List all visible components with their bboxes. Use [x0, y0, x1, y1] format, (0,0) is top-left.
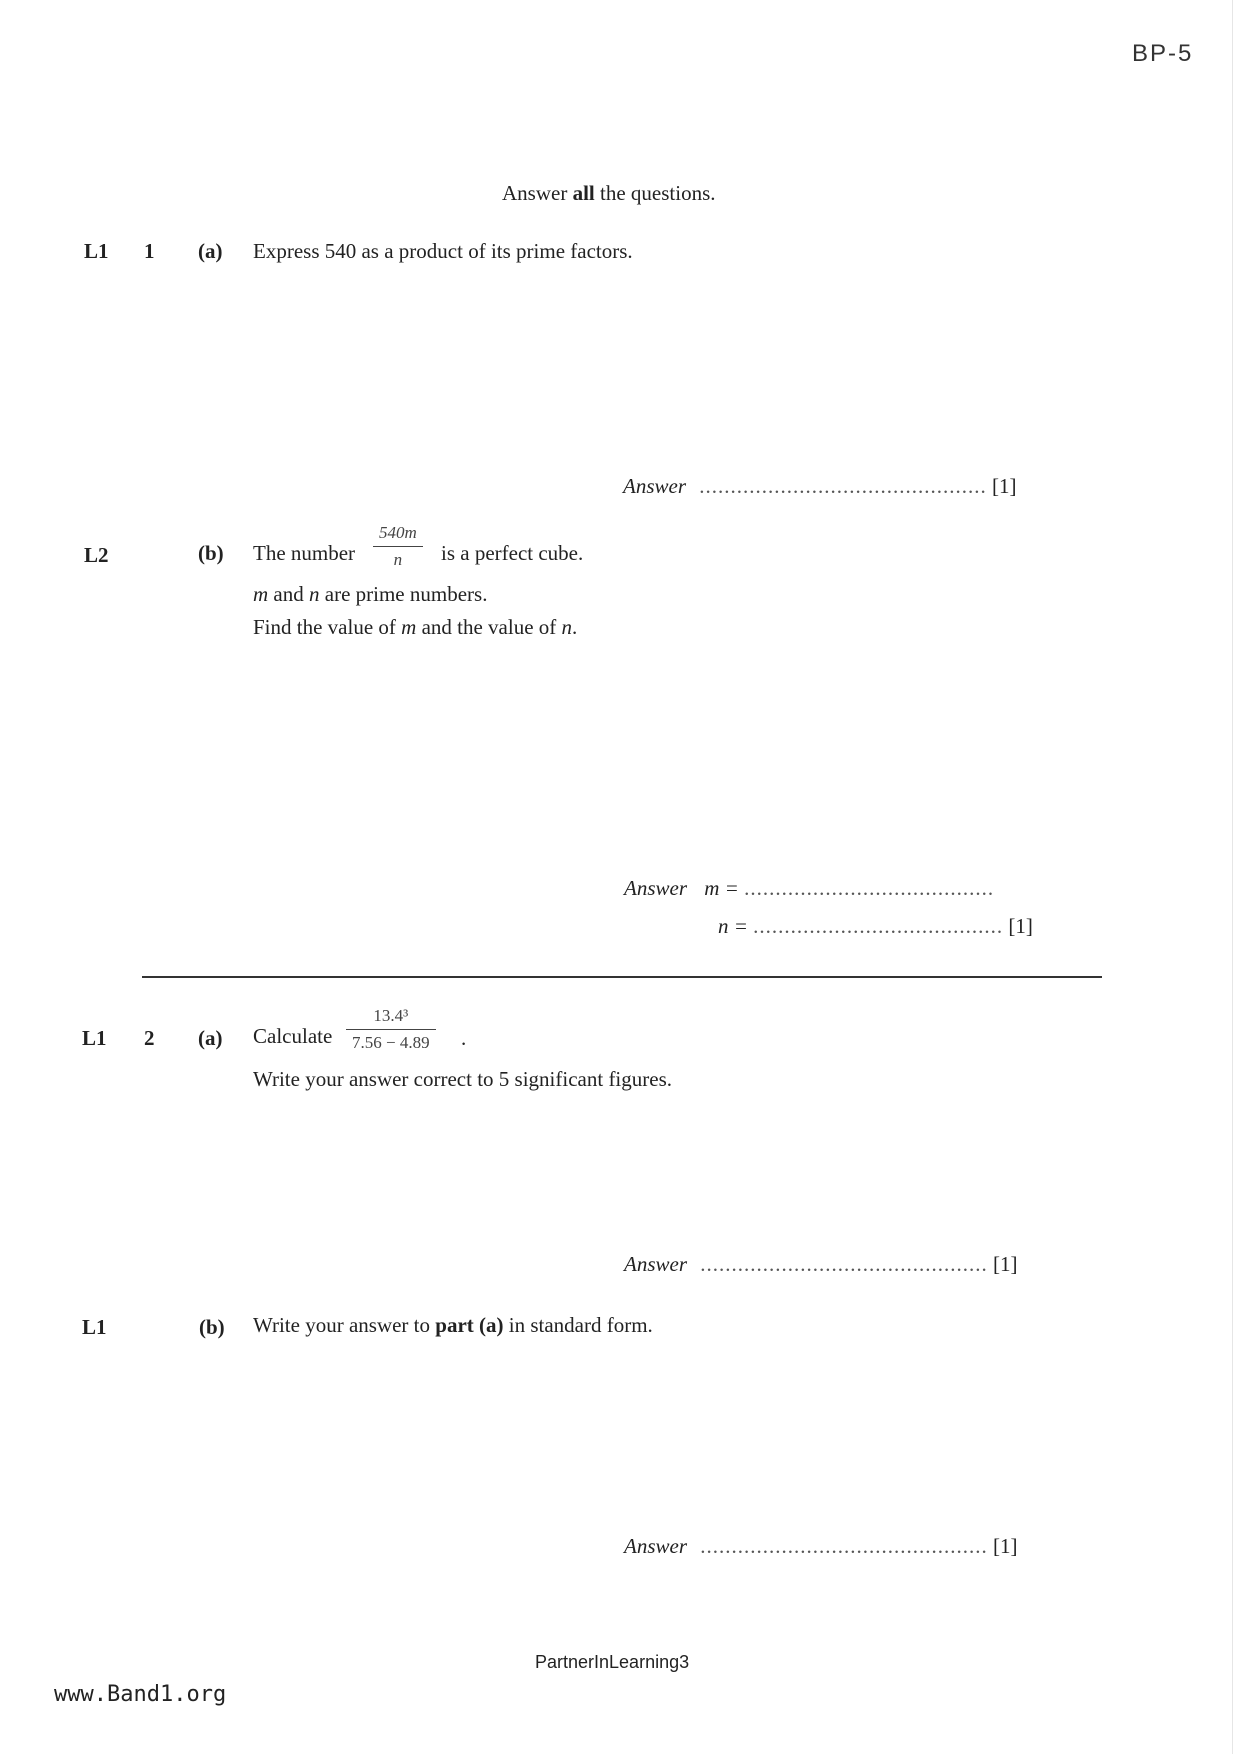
- q1b-n-dots[interactable]: ........................................: [753, 914, 1004, 938]
- instruction-emph: all: [572, 181, 595, 205]
- q2a-line2: Write your answer correct to 5 significant figures.: [253, 1067, 673, 1091]
- q1b-line3-mid: and the value of: [416, 615, 562, 639]
- q2b-text-start: Write your answer to: [253, 1313, 436, 1337]
- q2a-frac-num: 13.4³: [373, 1006, 409, 1025]
- q2b-text: [253, 1313, 653, 1338]
- q1b-m-dots[interactable]: ........................................: [744, 876, 995, 900]
- q2a-after-frac: .: [461, 1026, 467, 1050]
- q2a-answer-dots[interactable]: ..............................................: [700, 1252, 988, 1276]
- page-edge-line: [1232, 0, 1233, 1754]
- q1b-line2-mid: and: [268, 582, 309, 606]
- q1a-answer-label: Answer: [623, 474, 686, 498]
- q2b-text-end: in standard form.: [503, 1313, 653, 1337]
- footer-center: PartnerInLearning3: [535, 1652, 690, 1672]
- q1b-level: L2: [84, 543, 109, 567]
- q1b-line3-n: n: [561, 615, 573, 639]
- q1b-line3-m: m: [401, 615, 417, 639]
- instruction: [502, 181, 716, 206]
- q1-number: 1: [144, 239, 155, 263]
- q1b-answer-n-line: [718, 914, 1033, 939]
- q2a-intro: Calculate: [253, 1024, 333, 1048]
- q1b-line2-n: n: [309, 582, 320, 606]
- instruction-prefix: Answer: [502, 181, 573, 205]
- q1b-frac-den: n: [373, 546, 423, 570]
- instruction-suffix: the questions.: [594, 181, 716, 205]
- q2a-fraction: [346, 1006, 436, 1053]
- q1b-line2-m: m: [253, 582, 269, 606]
- q1b-part: (b): [198, 541, 224, 565]
- q2a-marks: [1]: [993, 1252, 1018, 1276]
- q1b-line2: [253, 582, 487, 607]
- q2a-answer-line: [624, 1252, 1018, 1277]
- q1a-marks: [1]: [992, 474, 1017, 498]
- q1b-frac-num: 540m: [379, 523, 417, 542]
- q1a-answer-dots[interactable]: ..............................................: [699, 474, 987, 498]
- q1b-m-label: m =: [704, 876, 739, 900]
- q2b-answer-dots[interactable]: ..............................................: [700, 1534, 988, 1558]
- q2b-level: L1: [82, 1315, 107, 1339]
- footer-website[interactable]: www.Band1.org: [54, 1682, 227, 1707]
- q2b-text-bold: part (a): [435, 1313, 504, 1337]
- q1b-line3-end: .: [572, 615, 578, 639]
- q1a-answer-line: [623, 474, 1017, 499]
- q2a-level: L1: [82, 1026, 107, 1050]
- q2b-answer-line: [624, 1534, 1018, 1559]
- q1b-answer-m-line: [624, 876, 994, 901]
- q1b-n-label: n =: [718, 914, 748, 938]
- q2b-part: (b): [199, 1315, 225, 1339]
- q2a-part: (a): [198, 1026, 223, 1050]
- q1b-answer-label: Answer: [624, 876, 687, 900]
- q1b-after-frac: is a perfect cube.: [441, 541, 584, 565]
- q1a-part: (a): [198, 239, 223, 263]
- q1b-fraction: [373, 523, 423, 570]
- q1b-marks: [1]: [1008, 914, 1033, 938]
- q2-number: 2: [144, 1026, 155, 1050]
- q1b-line3: [253, 615, 577, 640]
- section-divider: [142, 976, 1102, 978]
- q1b-line3-start: Find the value of: [253, 615, 402, 639]
- q1b-intro: The number: [253, 541, 356, 565]
- q2a-answer-label: Answer: [624, 1252, 687, 1276]
- q2a-frac-den: 7.56 − 4.89: [346, 1029, 436, 1053]
- q1b-line2-end: are prime numbers.: [319, 582, 488, 606]
- q1a-text: Express 540 as a product of its prime factors.: [253, 239, 633, 263]
- q2b-marks: [1]: [993, 1534, 1018, 1558]
- q2b-answer-label: Answer: [624, 1534, 687, 1558]
- q1a-level: L1: [84, 239, 109, 263]
- page-code: BP-5: [1132, 40, 1194, 67]
